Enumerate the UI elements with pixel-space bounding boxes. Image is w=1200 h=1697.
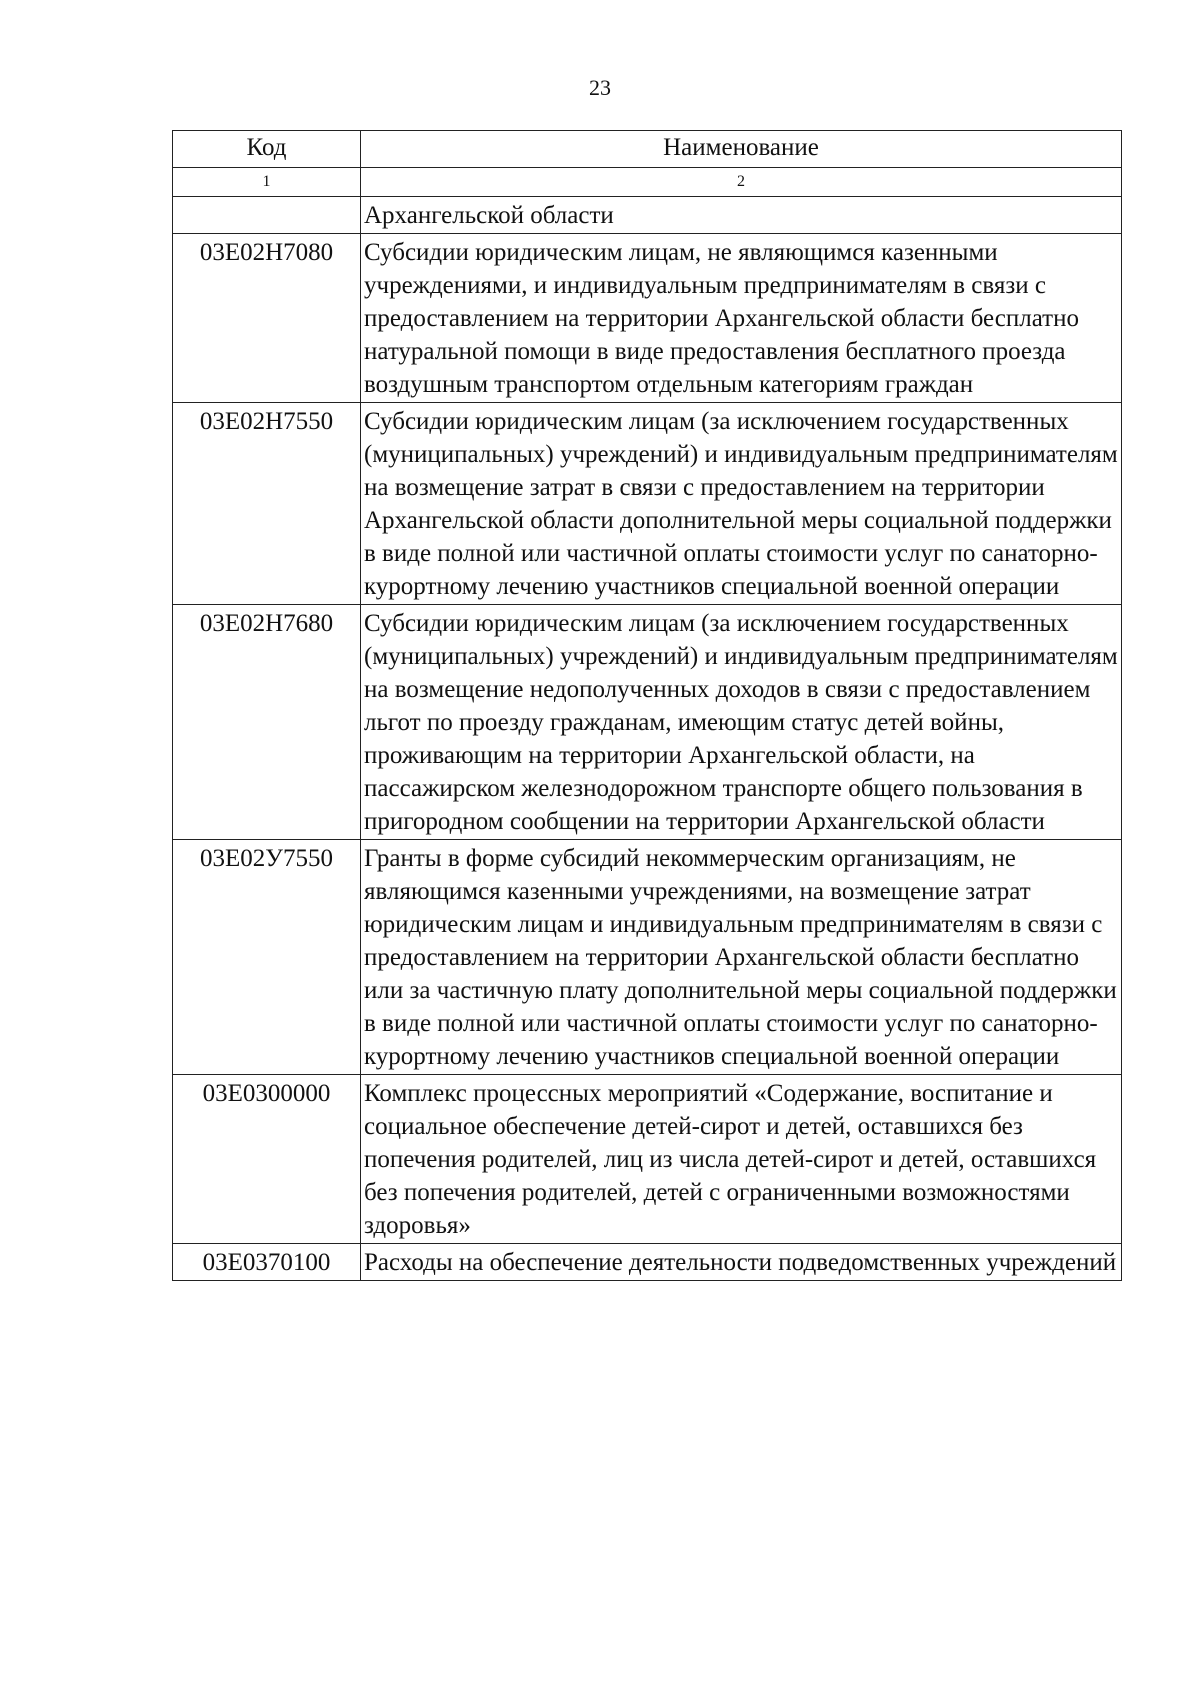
column-number-code: 1 — [173, 168, 361, 197]
table-row — [173, 840, 1122, 1075]
table-row — [173, 197, 1122, 234]
row-code: 03Е0370100 — [173, 1244, 361, 1281]
page-number: 23 — [589, 75, 611, 100]
row-code — [173, 197, 361, 234]
row-name: Субсидии юридическим лицам (за исключением государственных (муниципальных) учреждений) и индивидуальным предпринимателям на возмещение недополученных доходов в связи с предоставлением льгот по проезду гражданам, имеющим статус детей войны, проживающим на территории Архангельской области, на пассажирском железнодорожном транспорте общего пользования в пригородном сообщении на территории Архангельской области — [361, 605, 1122, 840]
column-number-name: 2 — [361, 168, 1122, 197]
row-code: 03Е02Н7680 — [173, 605, 361, 840]
table-row — [173, 234, 1122, 403]
budget-code-table — [172, 130, 1122, 1281]
row-name: Комплекс процессных мероприятий «Содержание, воспитание и социальное обеспечение детей-сирот и детей, оставшихся без попечения родителей, лиц из числа детей-сирот и детей, оставшихся без попечения родителей, детей с ограниченными возможностями здоровья» — [361, 1075, 1122, 1244]
row-name: Расходы на обеспечение деятельности подведомственных учреждений — [361, 1244, 1122, 1281]
table-row — [173, 1075, 1122, 1244]
row-name: Архангельской области — [361, 197, 1122, 234]
table-row — [173, 403, 1122, 605]
header-name: Наименование — [361, 131, 1122, 168]
table-row — [173, 605, 1122, 840]
row-code: 03Е02У7550 — [173, 840, 361, 1075]
row-code: 03Е0300000 — [173, 1075, 361, 1244]
table-row — [173, 1244, 1122, 1281]
row-name: Субсидии юридическим лицам (за исключением государственных (муниципальных) учреждений) и индивидуальным предпринимателям на возмещение затрат в связи с предоставлением на территории Архангельской области дополнительной меры социальной поддержки в виде полной или частичной оплаты стоимости услуг по санаторно-курортному лечению участников специальной военной операции — [361, 403, 1122, 605]
header-code: Код — [173, 131, 361, 168]
row-name: Субсидии юридическим лицам, не являющимся казенными учреждениями, и индивидуальным предпринимателям в связи с предоставлением на территории Архангельской области бесплатно натуральной помощи в виде предоставления бесплатного проезда воздушным транспортом отдельным категориям граждан — [361, 234, 1122, 403]
row-name: Гранты в форме субсидий некоммерческим организациям, не являющимся казенными учреждениями, на возмещение затрат юридическим лицам и индивидуальным предпринимателям в связи с предоставлением на территории Архангельской области бесплатно или за частичную плату дополнительной меры социальной поддержки в виде полной или частичной оплаты стоимости услуг по санаторно-курортному лечению участников специальной военной операции — [361, 840, 1122, 1075]
row-code: 03Е02Н7080 — [173, 234, 361, 403]
column-number-row — [173, 168, 1122, 197]
table-header-row — [173, 131, 1122, 168]
row-code: 03Е02Н7550 — [173, 403, 361, 605]
